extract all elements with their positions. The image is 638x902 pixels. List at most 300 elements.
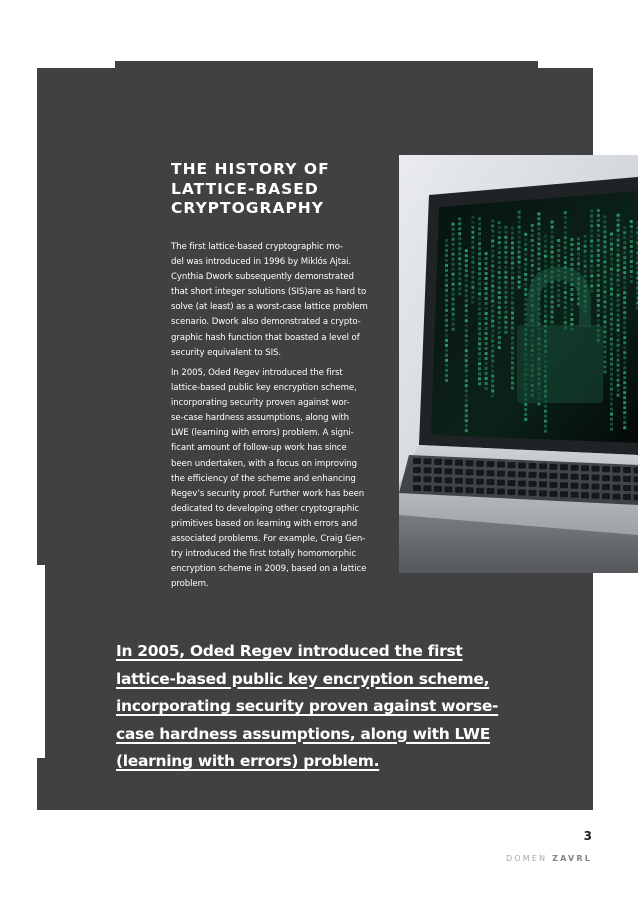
code-glyph: [465, 399, 468, 402]
code-glyph: [452, 293, 455, 296]
code-glyph: [557, 259, 560, 262]
code-glyph: [465, 249, 468, 252]
code-glyph: [485, 302, 488, 305]
code-glyph: [603, 360, 606, 363]
code-glyph: [524, 303, 527, 306]
code-glyph: [445, 274, 448, 277]
code-glyph: [452, 268, 455, 271]
code-glyph: [478, 322, 481, 325]
keyboard-key: [623, 467, 631, 473]
code-glyph: [471, 236, 474, 239]
text-line: incorporating security proven against wor-: [171, 398, 350, 409]
code-glyph: [445, 304, 448, 307]
keyboard-key: [466, 487, 474, 493]
code-glyph: [485, 372, 488, 375]
page-number: 3: [583, 829, 592, 843]
code-glyph: [478, 372, 481, 375]
code-glyph: [445, 369, 448, 372]
code-glyph: [465, 344, 468, 347]
code-glyph: [610, 248, 613, 251]
keyboard-key: [560, 482, 568, 488]
code-glyph: [511, 362, 514, 365]
code-glyph: [617, 224, 620, 227]
code-glyph: [524, 238, 527, 241]
code-glyph: [623, 331, 626, 334]
code-glyph: [498, 261, 501, 264]
code-glyph: [478, 357, 481, 360]
code-glyph: [491, 375, 494, 378]
code-glyph: [478, 377, 481, 380]
code-glyph: [498, 276, 501, 279]
code-glyph: [445, 329, 448, 332]
text-line: solve (at least) as a worst-case lattice problem: [171, 302, 368, 313]
code-glyph: [570, 258, 573, 261]
code-glyph: [478, 287, 481, 290]
code-glyph: [458, 292, 461, 295]
code-glyph: [491, 395, 494, 398]
code-glyph: [617, 324, 620, 327]
code-glyph: [617, 384, 620, 387]
code-glyph: [590, 220, 593, 223]
code-glyph: [452, 288, 455, 291]
keyboard-key: [476, 479, 484, 485]
code-glyph: [485, 387, 488, 390]
code-glyph: [491, 220, 494, 223]
code-glyph: [478, 242, 481, 245]
code-glyph: [518, 216, 521, 219]
code-glyph: [617, 389, 620, 392]
code-glyph: [504, 301, 507, 304]
code-glyph: [617, 229, 620, 232]
code-glyph: [478, 262, 481, 265]
code-glyph: [630, 255, 633, 258]
code-glyph: [577, 242, 580, 245]
code-glyph: [597, 219, 600, 222]
code-glyph: [511, 342, 514, 345]
keyboard-key: [476, 470, 484, 476]
code-glyph: [577, 267, 580, 270]
text-line: del was introduced in 1996 by Miklós Ajtai.: [171, 257, 352, 268]
body-paragraph-2: [171, 366, 384, 592]
code-glyph: [518, 271, 521, 274]
code-glyph: [590, 210, 593, 213]
code-glyph: [491, 345, 494, 348]
code-glyph: [504, 296, 507, 299]
code-glyph: [570, 318, 573, 321]
code-glyph: [498, 256, 501, 259]
code-glyph: [537, 222, 540, 225]
code-glyph: [623, 236, 626, 239]
code-glyph: [452, 273, 455, 276]
code-glyph: [544, 320, 547, 323]
laptop-code-photo: [399, 155, 638, 573]
keyboard-key: [592, 466, 600, 472]
code-glyph: [597, 284, 600, 287]
code-glyph: [617, 269, 620, 272]
code-glyph: [524, 233, 527, 236]
code-glyph: [623, 356, 626, 359]
code-glyph: [610, 413, 613, 416]
code-glyph: [491, 290, 494, 293]
keyboard-key: [634, 494, 638, 500]
code-glyph: [465, 334, 468, 337]
code-glyph: [564, 216, 567, 219]
keyboard-key: [613, 494, 621, 500]
code-glyph: [504, 291, 507, 294]
code-glyph: [551, 316, 554, 319]
code-glyph: [544, 245, 547, 248]
code-glyph: [511, 237, 514, 240]
code-glyph: [531, 224, 534, 227]
code-glyph: [570, 238, 573, 241]
code-glyph: [603, 240, 606, 243]
code-glyph: [491, 225, 494, 228]
code-glyph: [630, 225, 633, 228]
code-glyph: [564, 316, 567, 319]
code-glyph: [623, 326, 626, 329]
code-glyph: [504, 271, 507, 274]
code-glyph: [485, 367, 488, 370]
code-glyph: [584, 245, 587, 248]
code-glyph: [551, 286, 554, 289]
code-glyph: [452, 298, 455, 301]
code-glyph: [498, 291, 501, 294]
code-glyph: [491, 310, 494, 313]
keyboard-key: [529, 472, 537, 478]
article-heading: [171, 160, 381, 219]
keyboard-key: [497, 462, 505, 468]
code-glyph: [590, 235, 593, 238]
code-glyph: [617, 394, 620, 397]
keyboard-key: [445, 486, 453, 492]
code-glyph: [623, 426, 626, 429]
keyboard-key: [497, 471, 505, 477]
code-glyph: [445, 319, 448, 322]
code-glyph: [617, 379, 620, 382]
heading-line: THE HISTORY OF: [171, 160, 330, 178]
code-glyph: [544, 295, 547, 298]
code-glyph: [445, 344, 448, 347]
code-glyph: [564, 256, 567, 259]
code-glyph: [551, 241, 554, 244]
code-glyph: [617, 359, 620, 362]
code-glyph: [544, 300, 547, 303]
code-glyph: [597, 239, 600, 242]
code-glyph: [524, 413, 527, 416]
code-glyph: [511, 347, 514, 350]
code-glyph: [458, 252, 461, 255]
code-glyph: [465, 279, 468, 282]
code-glyph: [524, 403, 527, 406]
text-line: graphic hash function that boasted a level of: [171, 332, 360, 343]
keyboard-key: [487, 488, 495, 494]
code-glyph: [452, 313, 455, 316]
code-glyph: [610, 288, 613, 291]
keyboard-key: [634, 467, 638, 473]
code-glyph: [465, 419, 468, 422]
keyboard-key: [434, 486, 442, 492]
code-glyph: [465, 404, 468, 407]
code-glyph: [623, 251, 626, 254]
code-glyph: [617, 329, 620, 332]
keyboard-key: [508, 480, 516, 486]
code-glyph: [485, 312, 488, 315]
code-glyph: [491, 275, 494, 278]
code-glyph: [570, 248, 573, 251]
code-glyph: [478, 317, 481, 320]
heading-line: CRYPTOGRAPHY: [171, 199, 325, 217]
text-line: LWE (learning with errors) problem. A signi-: [171, 428, 354, 439]
keyboard-key: [539, 490, 547, 496]
code-glyph: [623, 266, 626, 269]
code-glyph: [511, 257, 514, 260]
code-glyph: [617, 259, 620, 262]
code-glyph: [617, 264, 620, 267]
code-glyph: [471, 251, 474, 254]
code-glyph: [504, 331, 507, 334]
code-glyph: [518, 261, 521, 264]
code-glyph: [491, 350, 494, 353]
code-glyph: [597, 264, 600, 267]
code-glyph: [478, 282, 481, 285]
code-glyph: [491, 245, 494, 248]
code-glyph: [465, 414, 468, 417]
code-glyph: [630, 220, 633, 223]
code-glyph: [478, 347, 481, 350]
code-glyph: [531, 254, 534, 257]
code-glyph: [445, 364, 448, 367]
heading-line: LATTICE-BASED: [171, 179, 319, 198]
code-glyph: [584, 275, 587, 278]
code-glyph: [623, 346, 626, 349]
code-glyph: [531, 274, 534, 277]
code-glyph: [478, 232, 481, 235]
code-glyph: [485, 342, 488, 345]
code-glyph: [617, 299, 620, 302]
code-glyph: [504, 231, 507, 234]
code-glyph: [465, 374, 468, 377]
code-glyph: [597, 259, 600, 262]
code-glyph: [630, 245, 633, 248]
text-line: problem.: [171, 579, 209, 590]
code-glyph: [504, 236, 507, 239]
code-glyph: [485, 327, 488, 330]
code-glyph: [458, 262, 461, 265]
keyboard-key: [508, 462, 516, 468]
keyboard-key: [592, 493, 600, 499]
code-glyph: [465, 339, 468, 342]
code-glyph: [623, 381, 626, 384]
code-glyph: [471, 241, 474, 244]
code-glyph: [485, 262, 488, 265]
code-glyph: [610, 338, 613, 341]
code-glyph: [518, 251, 521, 254]
code-glyph: [518, 221, 521, 224]
code-glyph: [491, 330, 494, 333]
text-line: associated problems. For example, Craig Gen-: [171, 534, 366, 545]
code-glyph: [452, 323, 455, 326]
code-glyph: [617, 314, 620, 317]
code-glyph: [630, 275, 633, 278]
code-glyph: [518, 256, 521, 259]
code-glyph: [458, 247, 461, 250]
code-glyph: [458, 277, 461, 280]
code-glyph: [524, 278, 527, 281]
keyboard-key: [445, 477, 453, 483]
code-glyph: [623, 296, 626, 299]
code-glyph: [570, 253, 573, 256]
code-glyph: [564, 226, 567, 229]
keyboard-key: [424, 458, 432, 464]
code-glyph: [511, 242, 514, 245]
code-glyph: [623, 306, 626, 309]
code-glyph: [471, 301, 474, 304]
keyboard-key: [434, 477, 442, 483]
code-glyph: [465, 294, 468, 297]
code-glyph: [445, 264, 448, 267]
code-glyph: [603, 300, 606, 303]
text-line: In 2005, Oded Regev introduced the first: [171, 368, 343, 378]
code-glyph: [597, 319, 600, 322]
code-glyph: [617, 274, 620, 277]
code-glyph: [452, 228, 455, 231]
code-glyph: [504, 261, 507, 264]
keyboard-key: [413, 467, 421, 473]
code-glyph: [623, 226, 626, 229]
body-paragraph-1: [171, 240, 384, 361]
code-glyph: [465, 324, 468, 327]
keyboard-key: [550, 482, 558, 488]
code-glyph: [603, 280, 606, 283]
code-glyph: [597, 274, 600, 277]
code-glyph: [471, 256, 474, 259]
code-glyph: [544, 290, 547, 293]
code-glyph: [557, 239, 560, 242]
code-glyph: [544, 430, 547, 433]
code-glyph: [597, 309, 600, 312]
code-glyph: [518, 236, 521, 239]
code-glyph: [597, 299, 600, 302]
code-glyph: [610, 428, 613, 431]
code-glyph: [491, 365, 494, 368]
quote-line: In 2005, Oded Regev introduced the first: [116, 642, 463, 660]
code-glyph: [610, 233, 613, 236]
code-glyph: [478, 352, 481, 355]
code-glyph: [603, 370, 606, 373]
code-glyph: [524, 248, 527, 251]
code-glyph: [603, 350, 606, 353]
keyboard-key: [476, 461, 484, 467]
code-glyph: [597, 304, 600, 307]
keyboard-key: [476, 488, 484, 494]
code-glyph: [590, 230, 593, 233]
code-glyph: [511, 272, 514, 275]
code-glyph: [630, 280, 633, 283]
code-glyph: [603, 270, 606, 273]
keyboard-key: [560, 473, 568, 479]
code-glyph: [537, 237, 540, 240]
code-glyph: [564, 221, 567, 224]
keyboard-key: [424, 476, 432, 482]
code-glyph: [498, 281, 501, 284]
code-glyph: [557, 244, 560, 247]
text-line: security equivalent to SIS.: [171, 347, 282, 358]
code-glyph: [524, 243, 527, 246]
code-glyph: [564, 281, 567, 284]
code-glyph: [518, 211, 521, 214]
code-glyph: [610, 343, 613, 346]
code-glyph: [551, 261, 554, 264]
code-glyph: [557, 284, 560, 287]
code-glyph: [610, 388, 613, 391]
code-glyph: [584, 270, 587, 273]
keyboard-key: [518, 490, 526, 496]
code-glyph: [445, 324, 448, 327]
code-glyph: [544, 315, 547, 318]
code-glyph: [491, 320, 494, 323]
keyboard-key: [613, 485, 621, 491]
code-glyph: [465, 384, 468, 387]
code-glyph: [498, 251, 501, 254]
code-glyph: [617, 319, 620, 322]
code-glyph: [511, 247, 514, 250]
code-glyph: [445, 374, 448, 377]
code-glyph: [610, 393, 613, 396]
code-glyph: [458, 242, 461, 245]
keyboard-key: [592, 475, 600, 481]
code-glyph: [597, 234, 600, 237]
code-glyph: [551, 221, 554, 224]
code-glyph: [511, 307, 514, 310]
code-glyph: [445, 259, 448, 262]
code-glyph: [471, 266, 474, 269]
code-glyph: [491, 270, 494, 273]
code-glyph: [485, 297, 488, 300]
keyboard-key: [539, 463, 547, 469]
code-glyph: [491, 300, 494, 303]
code-glyph: [623, 281, 626, 284]
keyboard-key: [445, 468, 453, 474]
code-glyph: [623, 421, 626, 424]
code-glyph: [524, 293, 527, 296]
code-glyph: [623, 371, 626, 374]
code-glyph: [564, 291, 567, 294]
code-glyph: [465, 299, 468, 302]
code-glyph: [498, 236, 501, 239]
code-glyph: [623, 416, 626, 419]
code-glyph: [564, 236, 567, 239]
code-glyph: [485, 382, 488, 385]
code-glyph: [498, 241, 501, 244]
code-glyph: [445, 244, 448, 247]
code-glyph: [617, 309, 620, 312]
code-glyph: [590, 265, 593, 268]
code-glyph: [445, 299, 448, 302]
code-glyph: [511, 232, 514, 235]
code-glyph: [471, 291, 474, 294]
code-glyph: [445, 249, 448, 252]
code-glyph: [617, 339, 620, 342]
code-glyph: [524, 263, 527, 266]
code-glyph: [610, 408, 613, 411]
keyboard-key: [508, 471, 516, 477]
code-glyph: [471, 271, 474, 274]
code-glyph: [531, 229, 534, 232]
code-glyph: [623, 246, 626, 249]
keyboard-key: [550, 464, 558, 470]
code-glyph: [478, 302, 481, 305]
code-glyph: [452, 308, 455, 311]
